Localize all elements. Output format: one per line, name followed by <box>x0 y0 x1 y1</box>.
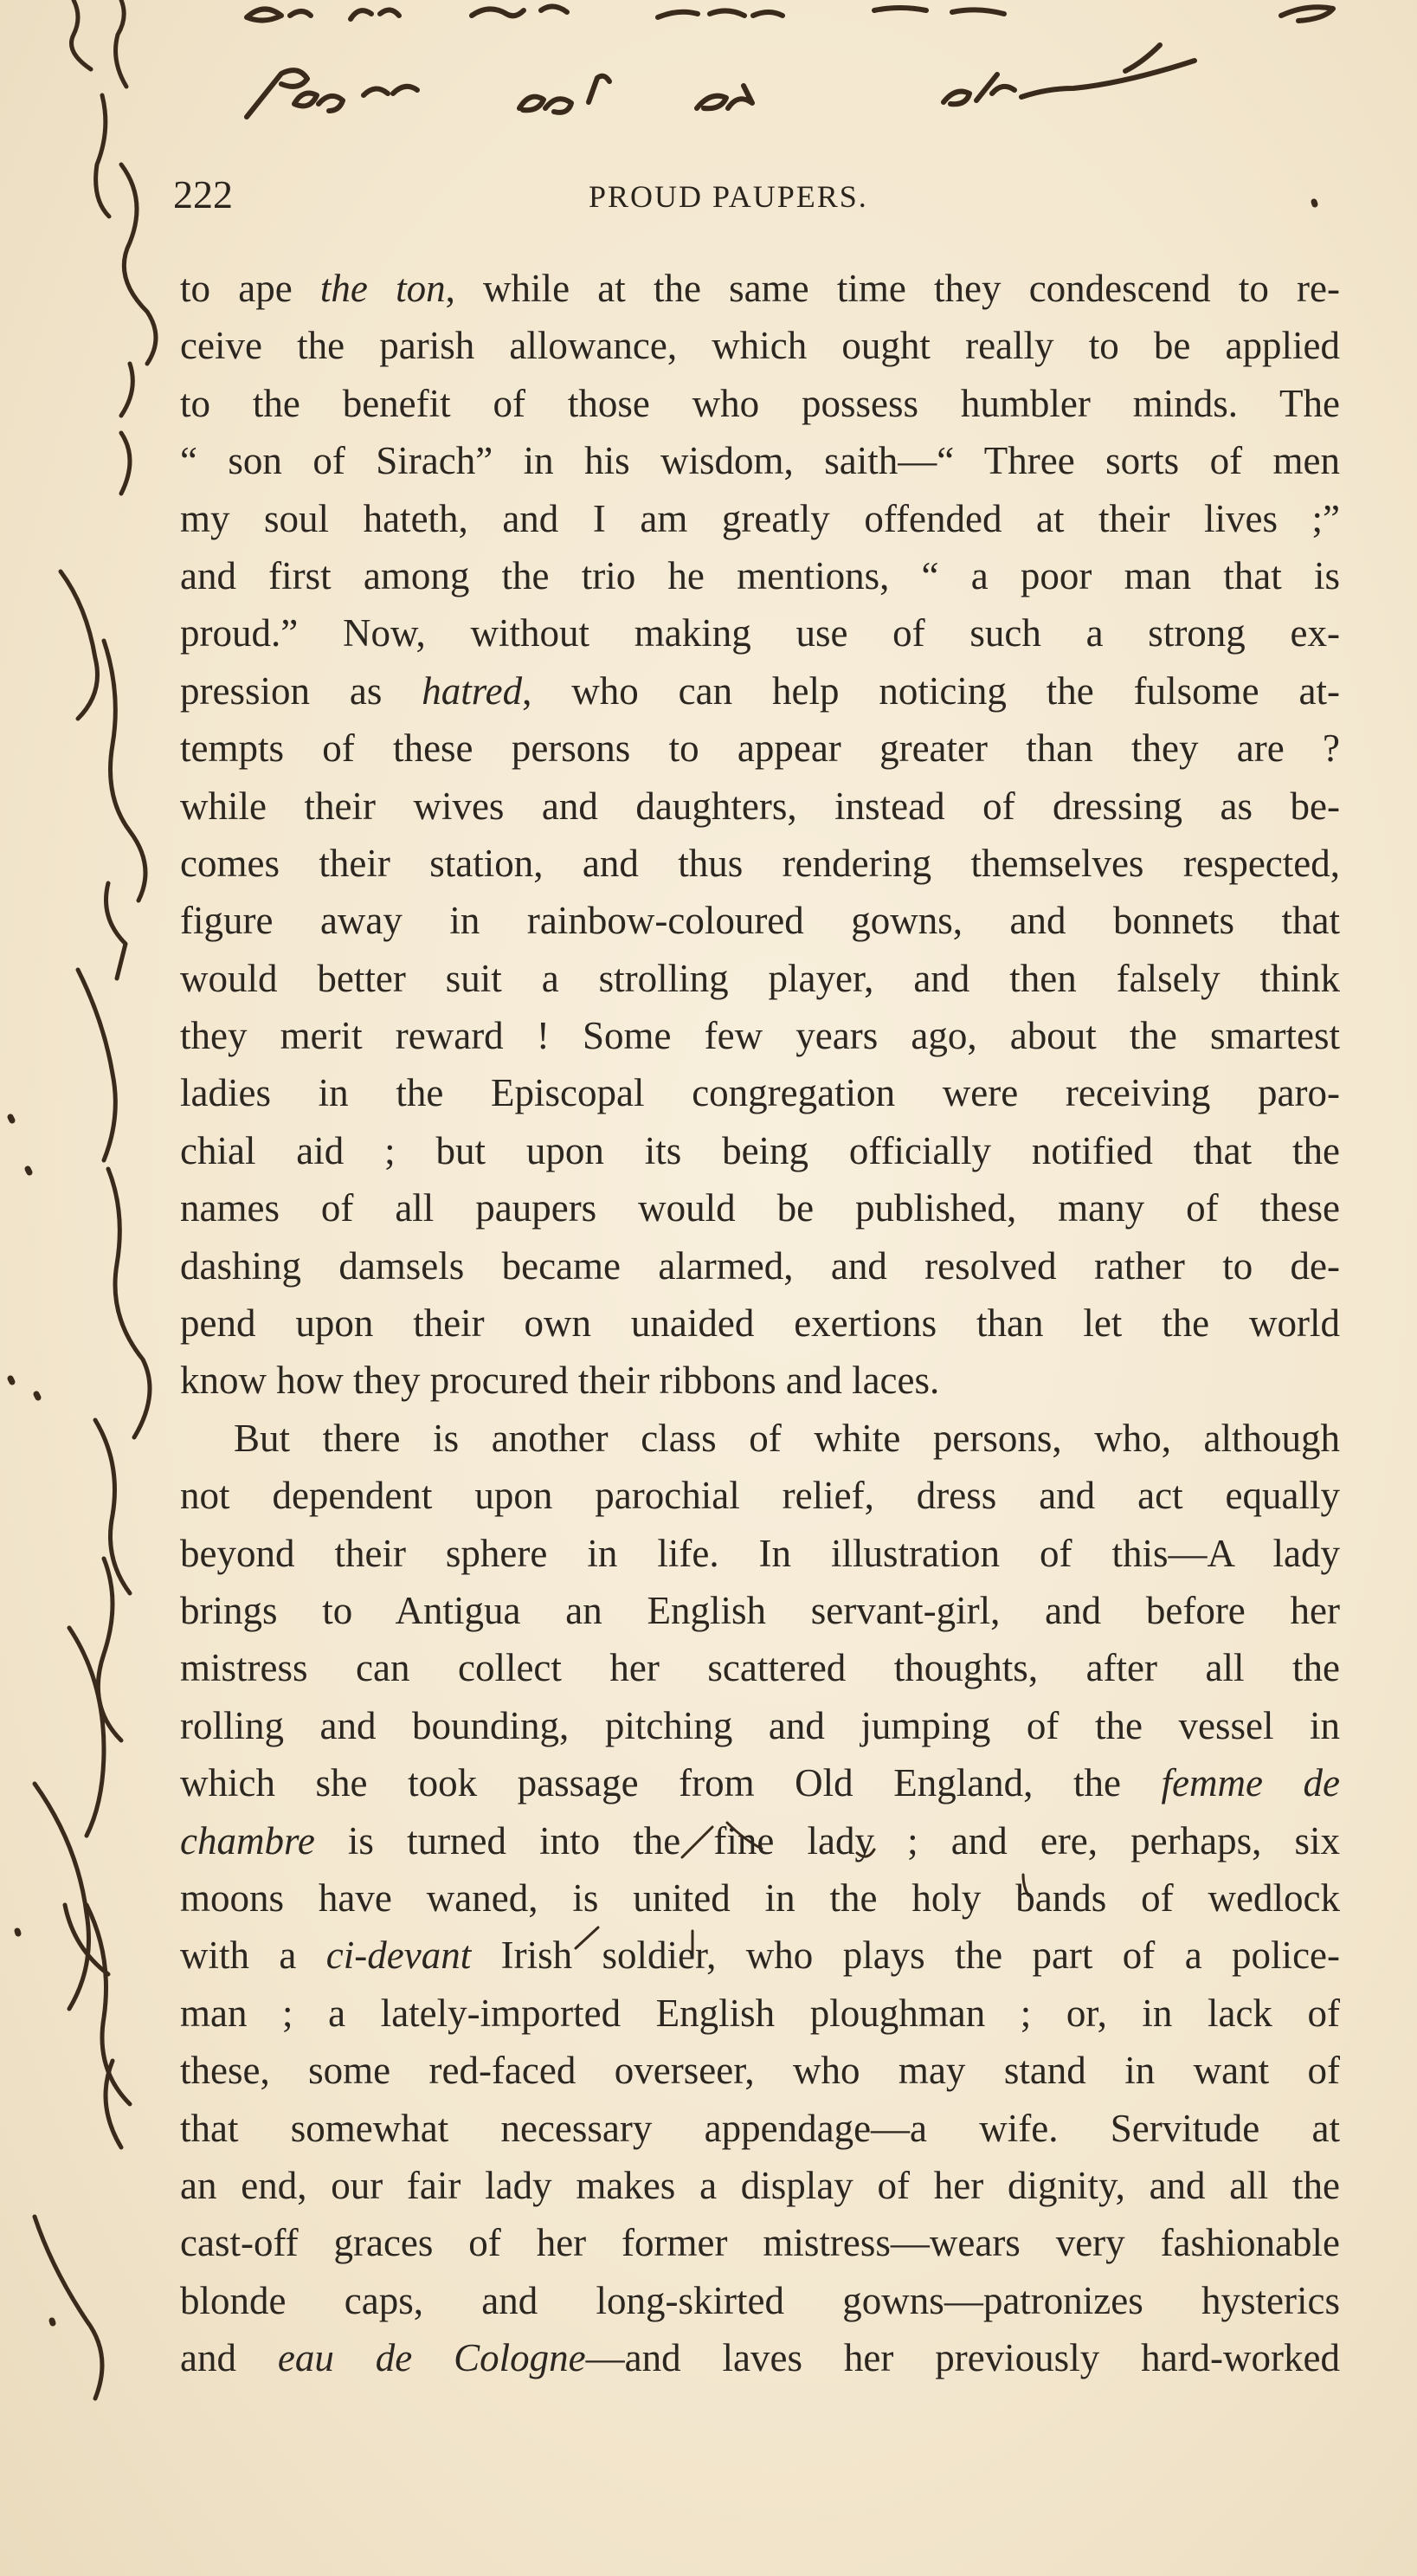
text-line <box>180 1754 1340 1811</box>
text-line <box>180 892 1340 949</box>
text-run: to ape <box>180 267 320 310</box>
text-run: while their wives and daughters, instead of dressing as be- <box>180 784 1340 828</box>
text-line <box>180 260 1340 317</box>
text-run: “ son of Sirach” in his wisdom, saith—“ Three sorts of men <box>180 439 1340 483</box>
italic-phrase: the ton <box>319 267 446 310</box>
text-line <box>180 1410 1340 1467</box>
text-line <box>180 1697 1340 1754</box>
text-line <box>180 1525 1340 1582</box>
body-text <box>180 260 1340 2386</box>
text-run: and first among the trio he mentions, “ a poor man that is <box>180 553 1340 597</box>
text-line <box>180 1927 1340 1984</box>
text-line <box>180 1352 1340 1409</box>
text-line <box>180 1812 1340 1869</box>
text-run: moons have waned, is united in the holy bands of wedlock <box>180 1876 1340 1920</box>
text-line <box>180 950 1340 1007</box>
text-run: beyond their sphere in life. In illustration of this—A lady <box>180 1531 1340 1575</box>
text-run: tempts of these persons to appear greater than they are ? <box>180 726 1340 771</box>
text-run: these, some red-faced overseer, who may stand in want of <box>180 2049 1340 2093</box>
text-run: chial aid ; but upon its being officially notified that the <box>180 1128 1340 1172</box>
text-line <box>180 1237 1340 1294</box>
text-run: blonde caps, and long-skirted gowns—patronizes hysterics <box>180 2278 1340 2322</box>
italic-phrase: ci-devant <box>325 1934 472 1978</box>
italic-phrase: chambre <box>180 1818 315 1863</box>
text-run: pend upon their own unaided exertions than let the world <box>180 1301 1340 1346</box>
text-line <box>180 2329 1340 2386</box>
text-line <box>180 835 1340 892</box>
text-line <box>180 1007 1340 1064</box>
text-run: figure away in rainbow-coloured gowns, and bonnets that <box>180 899 1340 943</box>
text-run: ladies in the Episcopal congregation were receiving paro- <box>180 1071 1340 1115</box>
text-run: Irish soldier, who plays the part of a police- <box>471 1934 1340 1978</box>
text-line <box>180 1639 1340 1696</box>
text-run: would better suit a strolling player, and then falsely think <box>180 956 1340 1000</box>
italic-phrase: hatred <box>422 668 523 713</box>
italic-phrase: femme de <box>1161 1761 1340 1805</box>
text-line <box>180 432 1340 489</box>
text-line <box>180 662 1340 720</box>
text-run: —and laves her previously hard-worked <box>585 2336 1340 2380</box>
text-run: man ; a lately-imported English ploughman ; or, in lack of <box>180 1991 1340 2035</box>
text-run: that somewhat necessary appendage—a wife. Servitude at <box>180 2106 1340 2150</box>
text-run: cast-off graces of her former mistress—wears very fashionable <box>180 2221 1340 2265</box>
italic-phrase: eau de Cologne <box>277 2336 586 2380</box>
text-line <box>180 1582 1340 1639</box>
text-line <box>180 317 1340 374</box>
text-line <box>180 604 1340 662</box>
text-line <box>180 1467 1340 1524</box>
text-run: which she took passage from Old England, the <box>180 1761 1162 1805</box>
text-line <box>180 2214 1340 2271</box>
handwriting-top-line-2 <box>247 45 1195 117</box>
text-run: not dependent upon parochial relief, dress and act equally <box>180 1474 1340 1518</box>
text-line <box>180 778 1340 835</box>
text-line <box>180 2042 1340 2099</box>
text-line <box>180 2157 1340 2214</box>
text-run: with a <box>180 1934 326 1978</box>
text-line <box>180 547 1340 604</box>
text-line <box>180 375 1340 432</box>
text-run: they merit reward ! Some few years ago, about the smartest <box>180 1014 1340 1058</box>
text-run: ceive the parish allowance, which ought really to be applied <box>180 324 1340 368</box>
running-head: PROUD PAUPERS. <box>589 179 868 214</box>
text-line <box>180 1179 1340 1236</box>
text-run: , while at the same time they condescend to re- <box>445 267 1340 310</box>
page-header <box>173 171 1350 223</box>
text-line <box>180 1869 1340 1927</box>
text-run: know how they procured their ribbons and laces. <box>180 1359 940 1403</box>
text-run: But there is another class of white persons, who, although <box>234 1416 1340 1460</box>
text-run: brings to Antigua an English servant-girl, and before her <box>180 1588 1340 1632</box>
text-run: proud.” Now, without making use of such a strong ex- <box>180 611 1340 655</box>
text-run: an end, our fair lady makes a display of her dignity, and all the <box>180 2163 1340 2207</box>
text-line <box>180 1122 1340 1179</box>
text-line <box>180 1294 1340 1352</box>
text-run: dashing damsels became alarmed, and resolved rather to de- <box>180 1243 1340 1288</box>
page-number: 222 <box>173 172 233 216</box>
handwriting-left-margin <box>35 0 156 2398</box>
text-line <box>180 720 1340 777</box>
text-run: to the benefit of those who possess humbler minds. The <box>180 381 1340 425</box>
text-run: comes their station, and thus rendering themselves respected, <box>180 841 1340 885</box>
text-line <box>180 1064 1340 1121</box>
handwriting-top-line-1 <box>247 6 1333 21</box>
text-line <box>180 490 1340 547</box>
text-run: and <box>180 2336 278 2380</box>
text-run: is turned into the fine lady ; and ere, perhaps, six <box>314 1818 1340 1863</box>
text-run: pression as <box>180 668 422 713</box>
text-run: mistress can collect her scattered thoughts, after all the <box>180 1646 1340 1690</box>
text-run: my soul hateth, and I am greatly offended at their lives ;” <box>180 496 1340 540</box>
text-line <box>180 2272 1340 2329</box>
text-line <box>180 2100 1340 2157</box>
text-line <box>180 1985 1340 2042</box>
text-run: , who can help noticing the fulsome at- <box>522 668 1340 713</box>
text-run: rolling and bounding, pitching and jumping of the vessel in <box>180 1703 1340 1747</box>
text-run: names of all paupers would be published, many of these <box>180 1186 1340 1230</box>
